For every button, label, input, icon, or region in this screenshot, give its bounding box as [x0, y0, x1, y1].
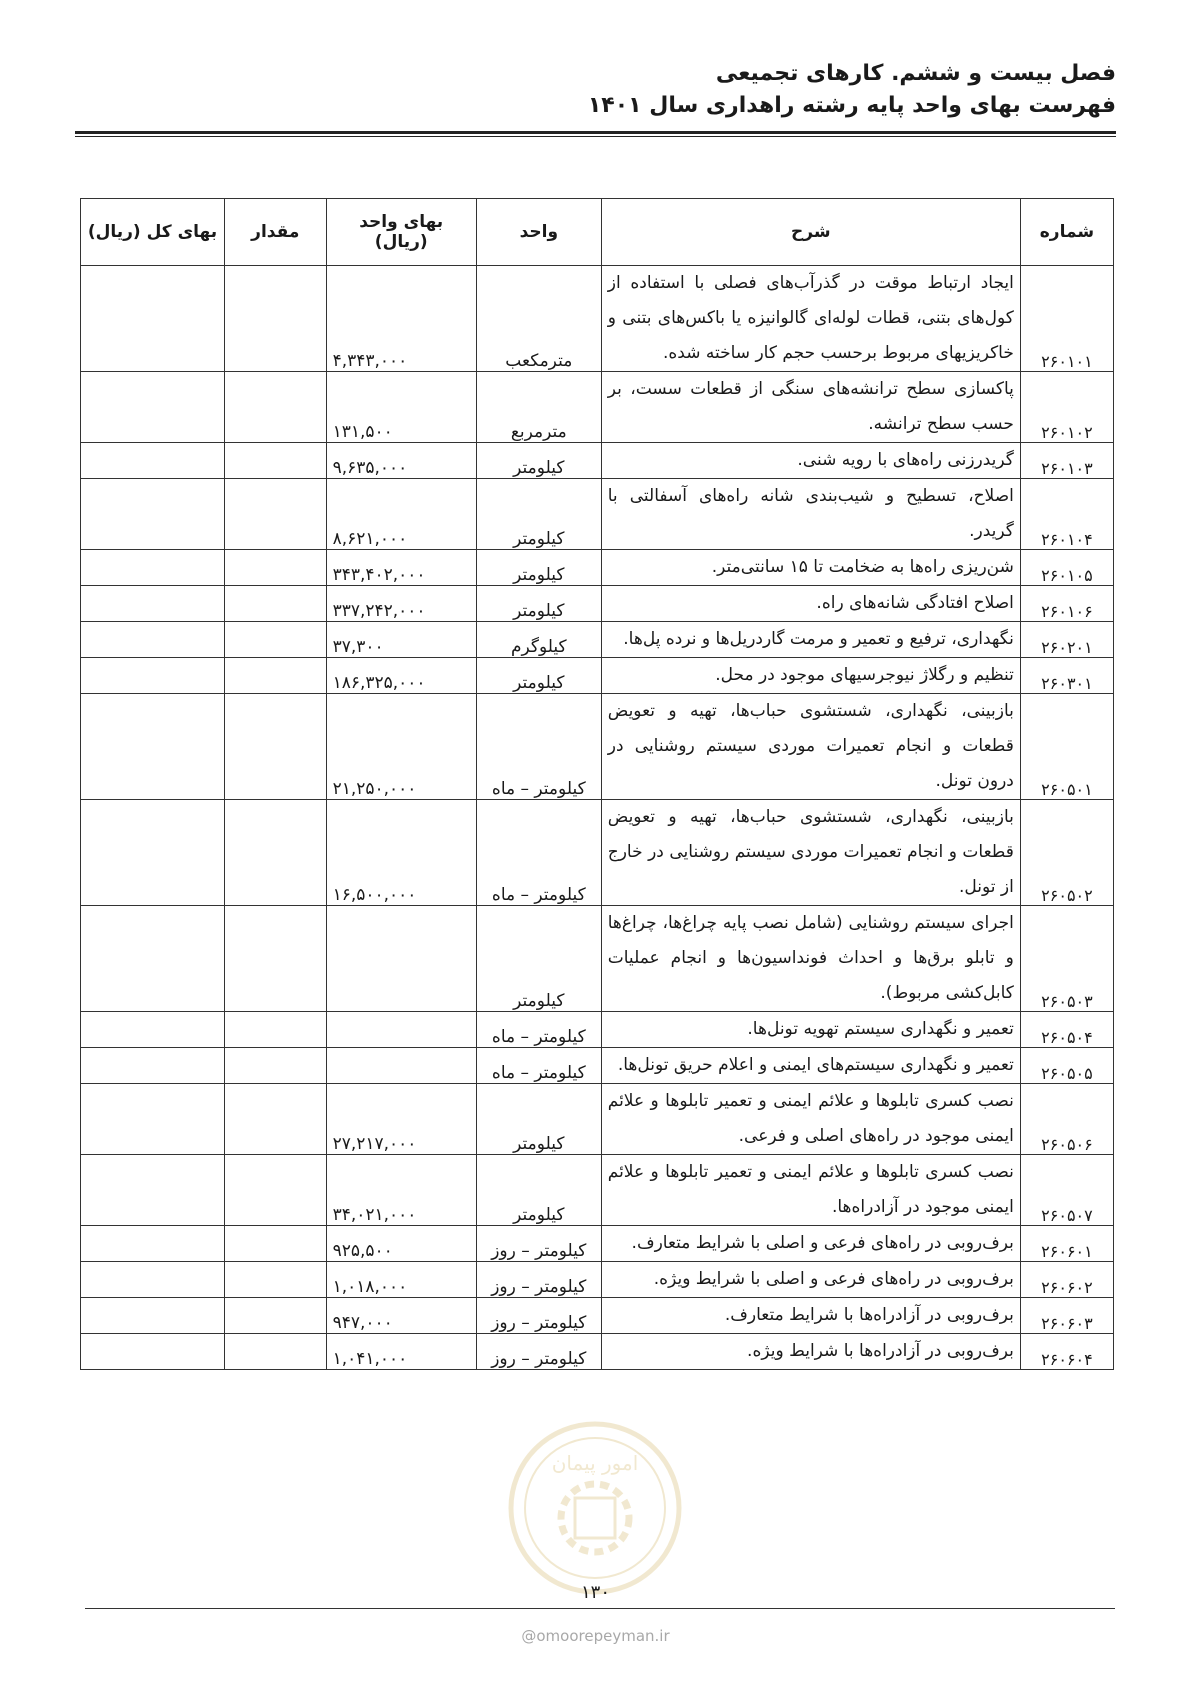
- header-total-price: بهای کل (ریال): [81, 199, 225, 266]
- item-number: ۲۶۰۵۰۱: [1020, 694, 1113, 800]
- item-description: پاکسازی سطح ترانشه‌های سنگی از قطعات سست، بر حسب سطح ترانشه.: [601, 372, 1020, 443]
- item-description: گریدرزنی راه‌های با رویه شنی.: [601, 443, 1020, 479]
- item-total-price: [81, 266, 225, 372]
- item-quantity: [224, 1084, 326, 1155]
- item-unit: مترمربع: [476, 372, 601, 443]
- item-number: ۲۶۰۱۰۱: [1020, 266, 1113, 372]
- table-row: [81, 1226, 1114, 1262]
- item-description: نصب کسری تابلوها و علائم ایمنی و تعمیر تابلوها و علائم ایمنی موجود در آزادراه‌ها.: [601, 1155, 1020, 1226]
- item-unit: کیلومتر – ماه: [476, 1048, 601, 1084]
- item-unit: مترمکعب: [476, 266, 601, 372]
- item-total-price: [81, 1084, 225, 1155]
- item-unit-price: ۹۴۷,۰۰۰: [326, 1298, 476, 1334]
- item-total-price: [81, 1262, 225, 1298]
- seal-text: امور پیمان: [551, 1451, 639, 1475]
- table-row: [81, 550, 1114, 586]
- item-unit: کیلومتر: [476, 550, 601, 586]
- item-unit-price: ۲۱,۲۵۰,۰۰۰: [326, 694, 476, 800]
- item-description: تعمیر و نگهداری سیستم تهویه تونل‌ها.: [601, 1012, 1020, 1048]
- item-unit-price: ۱,۰۱۸,۰۰۰: [326, 1262, 476, 1298]
- item-quantity: [224, 550, 326, 586]
- table-row: [81, 372, 1114, 443]
- item-description: اصلاح افتادگی شانه‌های راه.: [601, 586, 1020, 622]
- item-total-price: [81, 1048, 225, 1084]
- item-unit-price: [326, 1048, 476, 1084]
- item-description: تعمیر و نگهداری سیستم‌های ایمنی و اعلام حریق تونل‌ها.: [601, 1048, 1020, 1084]
- page-header: [76, 58, 1116, 122]
- item-quantity: [224, 1298, 326, 1334]
- item-unit: کیلومتر – روز: [476, 1334, 601, 1370]
- item-unit: کیلومتر: [476, 906, 601, 1012]
- item-unit: کیلومتر: [476, 658, 601, 694]
- item-description: شن‌ریزی راه‌ها به ضخامت تا ۱۵ سانتی‌متر.: [601, 550, 1020, 586]
- item-number: ۲۶۰۱۰۲: [1020, 372, 1113, 443]
- item-quantity: [224, 479, 326, 550]
- table-header-row: [81, 199, 1114, 266]
- item-total-price: [81, 658, 225, 694]
- page-number: ۱۳۰: [580, 1582, 610, 1603]
- table-row: [81, 266, 1114, 372]
- item-number: ۲۶۰۵۰۷: [1020, 1155, 1113, 1226]
- item-total-price: [81, 800, 225, 906]
- item-total-price: [81, 443, 225, 479]
- item-unit-price: ۳۴,۰۲۱,۰۰۰: [326, 1155, 476, 1226]
- item-unit-price: ۲۷,۲۱۷,۰۰۰: [326, 1084, 476, 1155]
- item-description: تنظیم و رگلاژ نیوجرسیهای موجود در محل.: [601, 658, 1020, 694]
- item-quantity: [224, 1334, 326, 1370]
- item-quantity: [224, 1155, 326, 1226]
- item-quantity: [224, 372, 326, 443]
- item-quantity: [224, 1226, 326, 1262]
- item-unit-price: ۹۲۵,۵۰۰: [326, 1226, 476, 1262]
- item-unit: کیلومتر – ماه: [476, 1012, 601, 1048]
- item-description: برف‌روبی در راه‌های فرعی و اصلی با شرایط متعارف.: [601, 1226, 1020, 1262]
- item-number: ۲۶۰۵۰۶: [1020, 1084, 1113, 1155]
- table-row: [81, 622, 1114, 658]
- item-unit-price: ۸,۶۲۱,۰۰۰: [326, 479, 476, 550]
- item-total-price: [81, 1012, 225, 1048]
- table-row: [81, 1012, 1114, 1048]
- item-description: برف‌روبی در راه‌های فرعی و اصلی با شرایط ویژه.: [601, 1262, 1020, 1298]
- item-unit-price: ۱,۰۴۱,۰۰۰: [326, 1334, 476, 1370]
- item-quantity: [224, 658, 326, 694]
- table-row: [81, 1298, 1114, 1334]
- item-number: ۲۶۰۱۰۶: [1020, 586, 1113, 622]
- item-unit-price: ۳۴۳,۴۰۲,۰۰۰: [326, 550, 476, 586]
- table-row: [81, 658, 1114, 694]
- table-row: [81, 906, 1114, 1012]
- chapter-title: فصل بیست و ششم. کارهای تجمیعی: [715, 61, 1116, 86]
- item-total-price: [81, 372, 225, 443]
- item-description: نصب کسری تابلوها و علائم ایمنی و تعمیر تابلوها و علائم ایمنی موجود در راه‌های اصلی و فرعی.: [601, 1084, 1020, 1155]
- item-quantity: [224, 443, 326, 479]
- item-number: ۲۶۰۵۰۲: [1020, 800, 1113, 906]
- header-number: شماره: [1020, 199, 1113, 266]
- price-table: [80, 198, 1114, 1370]
- item-unit-price: [326, 1012, 476, 1048]
- item-description: بازبینی، نگهداری، شستشوی حباب‌ها، تهیه و تعویض قطعات و انجام تعمیرات موردی سیستم روشنایی در درون تونل.: [601, 694, 1020, 800]
- item-quantity: [224, 1048, 326, 1084]
- item-unit: کیلومتر – ماه: [476, 694, 601, 800]
- item-total-price: [81, 550, 225, 586]
- item-number: ۲۶۰۳۰۱: [1020, 658, 1113, 694]
- item-total-price: [81, 1298, 225, 1334]
- seal-watermark-icon: [505, 1418, 685, 1598]
- item-quantity: [224, 1012, 326, 1048]
- header-rule-thick: [75, 131, 1116, 134]
- item-description: اصلاح، تسطیح و شیب‌بندی شانه راه‌های آسفالتی با گریدر.: [601, 479, 1020, 550]
- item-unit: کیلومتر: [476, 586, 601, 622]
- header-description: شرح: [601, 199, 1020, 266]
- header-unit-price: بهای واحد (ریال): [326, 199, 476, 266]
- item-number: ۲۶۰۶۰۳: [1020, 1298, 1113, 1334]
- item-quantity: [224, 586, 326, 622]
- item-description: نگهداری، ترفیع و تعمیر و مرمت گاردریل‌ها و نرده پل‌ها.: [601, 622, 1020, 658]
- item-quantity: [224, 694, 326, 800]
- header-quantity: مقدار: [224, 199, 326, 266]
- table-row: [81, 443, 1114, 479]
- watermark-text: @omoorepeyman.ir: [521, 1627, 670, 1645]
- table-row: [81, 1262, 1114, 1298]
- item-unit: کیلومتر: [476, 443, 601, 479]
- item-number: ۲۶۰۵۰۵: [1020, 1048, 1113, 1084]
- item-unit: کیلومتر: [476, 1155, 601, 1226]
- item-quantity: [224, 1262, 326, 1298]
- item-number: ۲۶۰۵۰۳: [1020, 906, 1113, 1012]
- item-unit-price: [326, 906, 476, 1012]
- item-unit-price: ۱۶,۵۰۰,۰۰۰: [326, 800, 476, 906]
- item-unit: کیلومتر – روز: [476, 1226, 601, 1262]
- table-row: [81, 1048, 1114, 1084]
- item-quantity: [224, 800, 326, 906]
- item-description: اجرای سیستم روشنایی (شامل نصب پایه چراغ‌ها، چراغ‌ها و تابلو برق‌ها و احداث فونداسیون‌ها و انجام عملیات کابل‌کشی مربوط).: [601, 906, 1020, 1012]
- table-row: [81, 1334, 1114, 1370]
- item-number: ۲۶۰۱۰۳: [1020, 443, 1113, 479]
- item-unit: کیلومتر: [476, 479, 601, 550]
- item-description: برف‌روبی در آزادراه‌ها با شرایط ویژه.: [601, 1334, 1020, 1370]
- item-number: ۲۶۰۱۰۴: [1020, 479, 1113, 550]
- table-row: [81, 694, 1114, 800]
- item-unit-price: ۳۳۷,۲۴۲,۰۰۰: [326, 586, 476, 622]
- item-total-price: [81, 1155, 225, 1226]
- table-row: [81, 1084, 1114, 1155]
- header-unit: واحد: [476, 199, 601, 266]
- table-row: [81, 586, 1114, 622]
- list-title: فهرست بهای واحد پایه رشته راهداری سال ۱۴۰۱: [587, 93, 1116, 118]
- item-total-price: [81, 906, 225, 1012]
- item-quantity: [224, 266, 326, 372]
- item-unit: کیلومتر – روز: [476, 1298, 601, 1334]
- item-unit: کیلومتر – ماه: [476, 800, 601, 906]
- item-total-price: [81, 479, 225, 550]
- item-description: بازبینی، نگهداری، شستشوی حباب‌ها، تهیه و تعویض قطعات و انجام تعمیرات موردی سیستم روشنایی در خارج از تونل.: [601, 800, 1020, 906]
- table-row: [81, 1155, 1114, 1226]
- item-unit-price: ۹,۶۳۵,۰۰۰: [326, 443, 476, 479]
- footer-rule: [85, 1608, 1115, 1609]
- item-unit: کیلومتر: [476, 1084, 601, 1155]
- item-total-price: [81, 586, 225, 622]
- item-unit: کیلوگرم: [476, 622, 601, 658]
- header-rule-thin: [75, 136, 1116, 137]
- item-description: ایجاد ارتباط موقت در گذرآب‌های فصلی با استفاده از کول‌های بتنی، قطات لوله‌ای گالوانیزه یا باکس‌های بتنی و خاکریزیهای مربوط برحسب حجم کار ساخته شده.: [601, 266, 1020, 372]
- item-number: ۲۶۰۵۰۴: [1020, 1012, 1113, 1048]
- table-row: [81, 479, 1114, 550]
- item-number: ۲۶۰۲۰۱: [1020, 622, 1113, 658]
- item-quantity: [224, 906, 326, 1012]
- item-number: ۲۶۰۶۰۱: [1020, 1226, 1113, 1262]
- item-total-price: [81, 622, 225, 658]
- item-total-price: [81, 694, 225, 800]
- item-total-price: [81, 1334, 225, 1370]
- item-number: ۲۶۰۶۰۴: [1020, 1334, 1113, 1370]
- item-number: ۲۶۰۶۰۲: [1020, 1262, 1113, 1298]
- item-unit-price: ۱۸۶,۳۲۵,۰۰۰: [326, 658, 476, 694]
- item-number: ۲۶۰۱۰۵: [1020, 550, 1113, 586]
- item-total-price: [81, 1226, 225, 1262]
- item-unit-price: ۱۳۱,۵۰۰: [326, 372, 476, 443]
- table-row: [81, 800, 1114, 906]
- item-description: برف‌روبی در آزادراه‌ها با شرایط متعارف.: [601, 1298, 1020, 1334]
- item-unit-price: ۴,۳۴۳,۰۰۰: [326, 266, 476, 372]
- item-unit-price: ۳۷,۳۰۰: [326, 622, 476, 658]
- item-quantity: [224, 622, 326, 658]
- item-unit: کیلومتر – روز: [476, 1262, 601, 1298]
